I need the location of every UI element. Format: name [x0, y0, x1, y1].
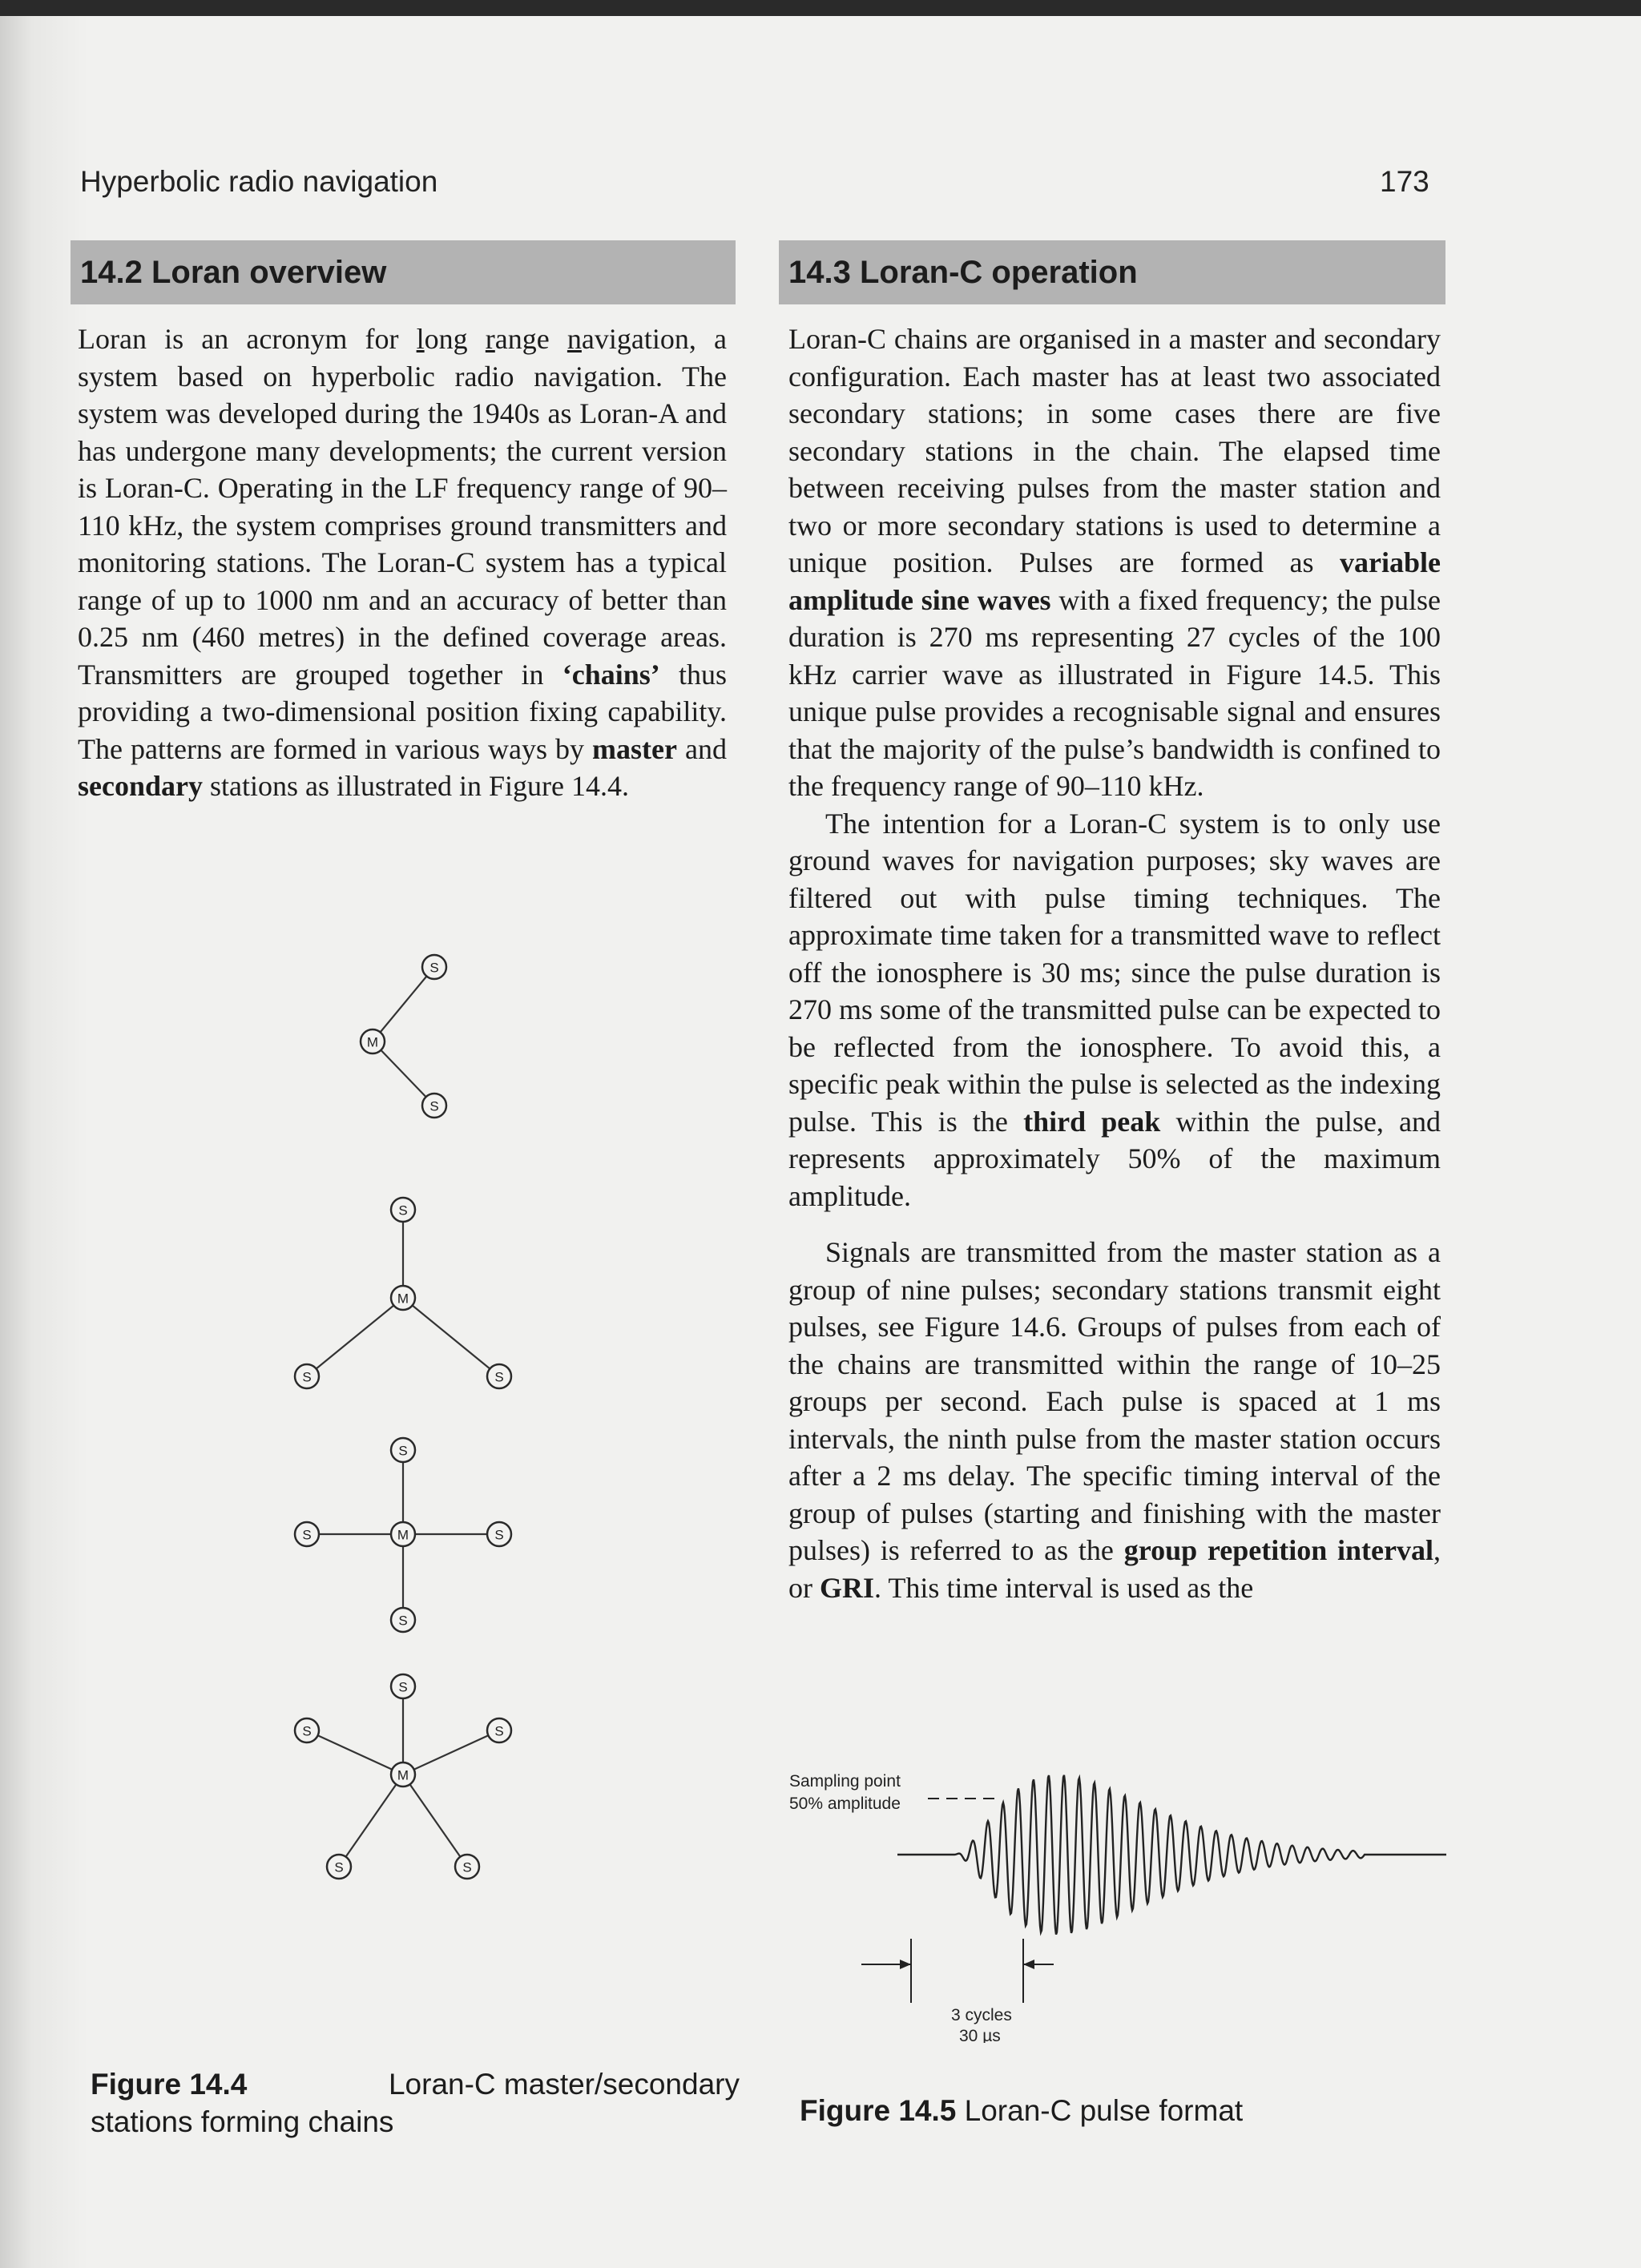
bold-term: third peak: [1023, 1105, 1161, 1138]
left-column-text: [78, 320, 727, 805]
secondary-station-node: [487, 1364, 511, 1388]
master-station-node: [391, 1522, 415, 1546]
figure-14-4-caption: [91, 2065, 740, 2141]
secondary-station-node-label: S: [398, 1443, 408, 1459]
cycles-label: 3 cycles: [951, 2006, 1012, 2024]
underlined-letter: l: [416, 323, 425, 355]
secondary-station-node-label: S: [398, 1202, 408, 1219]
secondary-station-node-label: S: [494, 1527, 504, 1543]
figure-14-5-caption: [800, 2094, 1243, 2128]
bold-term: variable amplitude sine waves: [788, 546, 1441, 616]
secondary-station-node-label: S: [462, 1859, 472, 1875]
text-run: within the pulse, and represents approximately 50% of the maximum amplitude.: [788, 1105, 1441, 1212]
right-column-text: [788, 320, 1441, 1606]
time-label: 30 µs: [959, 2027, 1001, 2043]
caption-title: Loran-C pulse format: [964, 2094, 1244, 2127]
sampling-point-label: Sampling point: [789, 1772, 901, 1791]
figure-number: Figure 14.4: [91, 2068, 248, 2101]
text-run: The intention for a Loran-C system is to only use ground waves for navigation purposes; sky waves are filtered out with pulse timing techniques. The approximate time taken for a transmitted wave to reflect off the ionosphere is 30 ms; since the pulse duration is 270 ms some of the transmitted pulse can be expected to be reflected from the ionosphere. To avoid this, a specific peak within the pulse is selected as the indexing pulse. This is the: [788, 807, 1441, 1138]
secondary-station-node: [391, 1198, 415, 1222]
master-station-node-label: M: [397, 1291, 409, 1307]
caption-title: Loran-C master/secondary: [388, 2068, 740, 2101]
text-run: Loran is an acronym for: [78, 323, 417, 355]
secondary-station-node: [295, 1718, 319, 1742]
section-heading-text: 14.2 Loran overview: [80, 255, 387, 290]
secondary-station-node-label: S: [398, 1679, 408, 1695]
bold-term: ‘chains’: [562, 658, 660, 691]
scan-edge-bar: [0, 0, 1641, 16]
secondary-station-node: [422, 1094, 446, 1118]
secondary-station-node: [455, 1855, 479, 1879]
master-station-node-label: M: [397, 1767, 409, 1783]
caption-line: stations forming chains: [91, 2105, 394, 2138]
chain-diagrams-svg: [272, 945, 545, 2035]
text-run: , or: [788, 1534, 1441, 1604]
underlined-letter: r: [485, 323, 495, 355]
text-run: ong: [424, 323, 486, 355]
text-run: Signals are transmitted from the master station as a group of nine pulses; secondary stations transmit eight pulses, see Figure 14.6. Groups of pulses from each of the chains are transmitted within the range of 10–25 groups per second. Each pulse is spaced at 1 ms intervals, the ninth pulse from the master station occurs after a 2 ms delay. The specific timing interval of the group of pulses (starting and finishing with the master pulses) is referred to as the: [788, 1236, 1441, 1566]
pulse-waveform: [897, 1775, 1446, 1935]
master-station-node-label: M: [397, 1527, 409, 1543]
paragraph: [78, 320, 727, 805]
caption-line: [91, 2065, 740, 2103]
bold-term: secondary: [78, 770, 203, 802]
page-number: 173: [1380, 165, 1429, 198]
paragraph: [788, 1234, 1441, 1606]
arrowhead-left-icon: [1023, 1960, 1034, 1969]
text-run: with a fixed frequency; the pulse duration is 270 ms representing 27 cycles of the 100 kHz carrier wave as illustrated in Figure 14.5. This unique pulse provides a recognisable signal and ensures that the majority of the pulse’s bandwidth is confined to the frequency range of 90–110 kHz.: [788, 583, 1441, 802]
text-run: avigation, a system based on hyperbolic radio navigation. The system was developed during the 1940s as Loran-A and has undergone many developments; the current version is Loran-C. Operating in the LF frequency range of 90–110 kHz, the system comprises ground transmitters and monitoring stations. The Loran-C system has a typical range of up to 1000 nm and an accuracy of better than 0.25 nm (460 metres) in the defined coverage areas. Transmitters are grouped together in: [78, 323, 727, 691]
bold-term: master: [592, 732, 677, 765]
paragraph: [788, 320, 1441, 805]
secondary-station-node-label: S: [494, 1369, 504, 1385]
secondary-station-node: [422, 955, 446, 979]
secondary-station-node-label: S: [334, 1859, 344, 1875]
secondary-station-node-label: S: [429, 960, 439, 976]
secondary-station-node: [391, 1674, 415, 1698]
secondary-station-node-label: S: [302, 1527, 312, 1543]
underlined-letter: n: [566, 323, 582, 355]
bold-term: GRI: [820, 1571, 875, 1604]
secondary-station-node: [487, 1718, 511, 1742]
text-run: stations as illustrated in Figure 14.4.: [203, 770, 629, 802]
arrowhead-right-icon: [900, 1960, 911, 1969]
running-head: Hyperbolic radio navigation: [80, 165, 438, 198]
amplitude-label: 50% amplitude: [789, 1795, 901, 1813]
section-heading-loran-c-operation: [779, 240, 1445, 304]
figure-14-4-chain-diagrams: [272, 945, 545, 2035]
text-run: and: [677, 732, 728, 765]
master-station-node-label: M: [366, 1034, 379, 1050]
secondary-station-node-label: S: [302, 1369, 312, 1385]
secondary-station-node: [295, 1522, 319, 1546]
figure-number: Figure 14.5: [800, 2094, 957, 2127]
chain-link-line: [403, 1730, 499, 1775]
secondary-station-node: [391, 1438, 415, 1462]
chain-link-line: [403, 1775, 467, 1867]
secondary-station-node: [487, 1522, 511, 1546]
chain-link-line: [373, 1041, 434, 1106]
section-heading-text: 14.3 Loran-C operation: [788, 255, 1138, 290]
chain-link-line: [339, 1775, 403, 1867]
secondary-station-node: [327, 1855, 351, 1879]
master-station-node: [361, 1029, 385, 1053]
figure-14-5-pulse-diagram: [781, 1754, 1454, 2043]
secondary-station-node: [295, 1364, 319, 1388]
secondary-station-node-label: S: [302, 1723, 312, 1739]
text-run: thus providing a two-dimensional position fixing capability. The patterns are formed in various ways by: [78, 658, 727, 765]
secondary-station-node-label: S: [494, 1723, 504, 1739]
chain-link-line: [307, 1298, 403, 1376]
secondary-station-node-label: S: [429, 1098, 439, 1114]
paragraph: [788, 805, 1441, 1215]
chain-link-line: [373, 967, 434, 1041]
secondary-station-node-label: S: [398, 1613, 408, 1629]
master-station-node: [391, 1286, 415, 1310]
secondary-station-node: [391, 1608, 415, 1632]
text-run: . This time interval is used as the: [874, 1571, 1254, 1604]
text-run: Loran-C chains are organised in a master and secondary configuration. Each master has at least two associated secondary stations; in some cases there are five secondary stations in the chain. The elapsed time between receiving pulses from the master station and two or more secondary stations is used to determine a unique position. Pulses are formed as: [788, 323, 1441, 578]
chain-link-line: [403, 1298, 499, 1376]
master-station-node: [391, 1762, 415, 1787]
bold-term: group repetition interval: [1123, 1534, 1434, 1566]
section-heading-loran-overview: [71, 240, 736, 304]
chain-link-line: [307, 1730, 403, 1775]
pulse-svg: [781, 1754, 1454, 2043]
text-run: ange: [494, 323, 567, 355]
